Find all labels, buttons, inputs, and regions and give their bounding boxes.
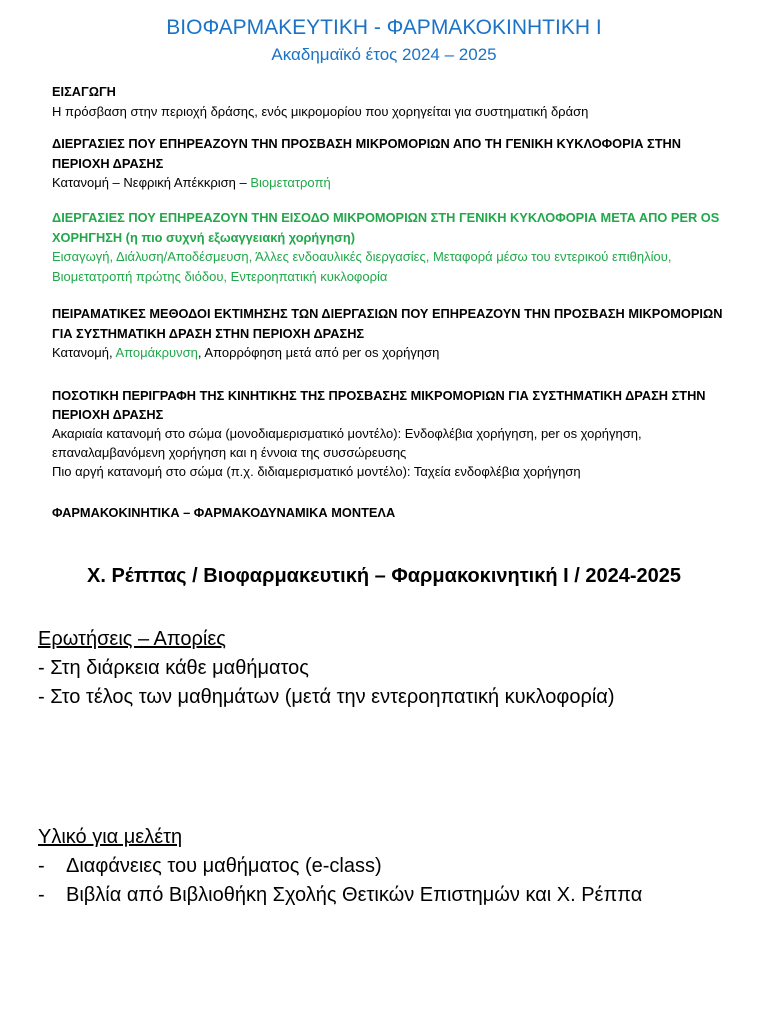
- academic-year: Ακαδημαϊκό έτος 2024 – 2025: [271, 45, 497, 64]
- section-text-line: Πιο αργή κατανομή στο σώμα (π.χ. διδιαμερισματικό μοντέλο): Ταχεία ενδοφλέβια χορήγηση: [52, 464, 581, 479]
- list-item-text: Διαφάνειες του μαθήματος (e-class): [66, 855, 382, 877]
- section-text-line: Ακαριαία κατανομή στο σώμα (μονοδιαμερισματικό μοντέλο): Ενδοφλέβια χορήγηση, per os χορήγηση, επαναλαμβανόμενη χορήγηση και η έννοια της συσσώρευσης: [52, 426, 642, 460]
- section-heading: ΠΟΣΟΤΙΚΗ ΠΕΡΙΓΡΑΦΗ ΤΗΣ ΚΙΝΗΤΙΚΗΣ ΤΗΣ ΠΡΟΣΒΑΣΗΣ ΜΙΚΡΟΜΟΡΙΩΝ ΓΙΑ ΣΥΣΤΗΜΑΤΙΚΗ ΔΡΑΣΗ ΣΤΗΝ ΠΕΡΙΟΧΗ ΔΡΑΣΗΣ: [52, 388, 706, 422]
- section-heading: ΦΑΡΜΑΚΟΚΙΝΗΤΙΚΑ – ΦΑΡΜΑΚΟΔΥΝΑΜΙΚΑ ΜΟΝΤΕΛΑ: [52, 505, 396, 520]
- section-text: Η πρόσβαση στην περιοχή δράσης, ενός μικρομορίου που χορηγείται για συστηματική δράση: [52, 103, 589, 119]
- highlighted-text: Βιομετατροπή: [250, 175, 331, 190]
- section-processes-absorption: [52, 208, 732, 286]
- section-text: [52, 343, 732, 363]
- list-item: - Στη διάρκεια κάθε μαθήματος: [38, 657, 309, 679]
- document-title: ΒΙΟΦΑΡΜΑΚΕΥΤΙΚΗ - ΦΑΡΜΑΚΟΚΙΝΗΤΙΚΗ Ι: [166, 16, 602, 39]
- heading-note: (η πιο συχνή εξωαγγειακή χορήγηση): [122, 229, 356, 245]
- section-heading: [52, 208, 732, 247]
- list-item: [38, 852, 748, 881]
- section-heading: ΠΕΙΡΑΜΑΤΙΚΕΣ ΜΕΘΟΔΟΙ ΕΚΤΙΜΗΣΗΣ ΤΩΝ ΔΙΕΡΓΑΣΙΩΝ ΠΟΥ ΕΠΗΡΕΑΖΟΥΝ ΤΗΝ ΠΡΟΣΒΑΣΗ ΜΙΚΡΟΜΟΡΙΩΝ ΓΙΑ ΣΥΣΤΗΜΑΤΙΚΗ ΔΡΑΣΗ ΣΤΗΝ ΠΕΡΙΟΧΗ ΔΡΑΣΗΣ: [52, 306, 723, 341]
- questions-heading: Ερωτήσεις – Απορίες: [38, 628, 226, 650]
- materials-heading: Υλικό για μελέτη: [38, 826, 183, 848]
- heading-main: ΔΙΕΡΓΑΣΙΕΣ ΠΟΥ ΕΠΗΡΕΑΖΟΥΝ ΤΗΝ ΕΙΣΟΔΟ ΜΙΚΡΟΜΟΡΙΩΝ ΣΤΗ ΓΕΝΙΚΗ ΚΥΚΛΟΦΟΡΙΑ ΜΕΤΑ ΑΠΟ PER OS ΧΟΡΗΓΗΣΗ: [52, 210, 720, 245]
- bullet-dash: -: [38, 855, 45, 877]
- questions-block: [38, 625, 748, 712]
- section-heading: ΔΙΕΡΓΑΣΙΕΣ ΠΟΥ ΕΠΗΡΕΑΖΟΥΝ ΤΗΝ ΠΡΟΣΒΑΣΗ ΜΙΚΡΟΜΟΡΙΩΝ ΑΠΟ ΤΗ ΓΕΝΙΚΗ ΚΥΚΛΟΦΟΡΙΑ ΣΤΗΝ ΠΕΡΙΟΧΗ ΔΡΑΣΗΣ: [52, 136, 681, 171]
- section-introduction: [52, 82, 732, 121]
- section-experimental-methods: [52, 304, 732, 363]
- course-line: Χ. Ρέππας / Βιοφαρμακευτική – Φαρμακοκινητική Ι / 2024-2025: [87, 565, 681, 587]
- section-quantitative-description: [52, 386, 732, 481]
- materials-block: [38, 823, 748, 910]
- bullet-dash: -: [38, 884, 45, 906]
- section-heading: ΕΙΣΑΓΩΓΗ: [52, 84, 116, 99]
- highlighted-text: Απομάκρυνση: [115, 345, 198, 360]
- list-item-text: Βιβλία από Βιβλιοθήκη Σχολής Θετικών Επιστημών και Χ. Ρέππα: [66, 884, 643, 906]
- text-part: , Απορρόφηση μετά από per os χορήγηση: [197, 345, 440, 360]
- text-part: Κατανομή,: [52, 345, 116, 360]
- text-part: Κατανομή – Νεφρική Απέκκριση –: [52, 175, 251, 190]
- section-text: [52, 173, 732, 193]
- list-item: - Στο τέλος των μαθημάτων (μετά την εντεροηπατική κυκλοφορία): [38, 686, 615, 708]
- list-item: [38, 881, 748, 910]
- section-pk-pd-models: [52, 503, 732, 523]
- section-text: Εισαγωγή, Διάλυση/Αποδέσμευση, Άλλες ενδοαυλικές διεργασίες, Μεταφορά μέσω του εντερικού επιθηλίου, Βιομετατροπή πρώτης διόδου, Εντεροηπατική κυκλοφορία: [52, 249, 672, 284]
- section-processes-distribution: [52, 134, 732, 193]
